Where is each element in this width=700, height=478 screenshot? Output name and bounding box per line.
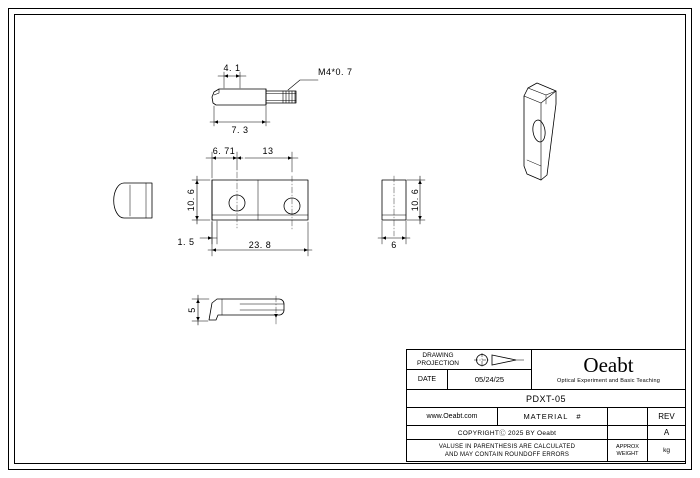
projection-symbol: [469, 350, 531, 369]
rev-value: A: [647, 426, 685, 439]
logo-mark: [583, 355, 633, 376]
drawing-label-line1: DRAWING: [422, 351, 454, 359]
title-block-top-row: [407, 350, 685, 390]
drawing-label-line2: PROJECTION: [417, 359, 459, 367]
note-line-2: AND MAY CONTAIN ROUNDOFF ERRORS: [444, 451, 570, 458]
projection-and-date-cell: [407, 350, 531, 389]
dim-thread-leader: [288, 80, 318, 90]
material-field: [497, 408, 607, 425]
material-label: MATERIAL: [523, 412, 569, 421]
company-logo: [531, 350, 685, 389]
drawing-projection-label: [407, 350, 469, 369]
part-number-row: [407, 390, 685, 408]
dim-23-8-geometry: [208, 222, 312, 256]
top-view-geometry: [212, 89, 296, 105]
dim-7-3-text: 7. 3: [231, 125, 249, 135]
dim-4-1-text: 4. 1: [223, 63, 241, 73]
date-value: 05/24/25: [447, 370, 531, 389]
dim-13-text: 13: [262, 146, 274, 156]
rev-blank-cell-2: [607, 426, 647, 439]
logo-text: Oeabt: [583, 353, 634, 377]
dim-10-6-left-text: 10. 6: [186, 188, 196, 212]
approx-line-1: APPROX: [616, 443, 639, 450]
rev-header: REV: [647, 408, 685, 425]
website-link[interactable]: www.Oeabt.com: [426, 413, 478, 420]
projection-row: [407, 350, 531, 369]
material-value: #: [576, 412, 582, 421]
dim-23-8-text: 23. 8: [248, 240, 272, 250]
dim-6-71-text: 6. 71: [212, 146, 236, 156]
approx-line-2: WEIGHT: [616, 450, 639, 457]
bottom-view-geometry: [209, 296, 284, 324]
material-row: [407, 408, 685, 426]
left-side-view-geometry: [114, 183, 152, 218]
notes-row: [407, 440, 685, 461]
weight-unit: kg: [647, 440, 685, 461]
dim-6-text: 6: [391, 240, 397, 250]
part-number: PDXT-05: [525, 393, 566, 404]
logo-subtitle: Optical Experiment and Basic Teaching: [557, 378, 660, 384]
rev-blank-cell: [607, 408, 647, 425]
copyright-text: COPYRIGHTⒸ 2025 BY Oeabt: [457, 430, 557, 437]
right-side-view-geometry: [382, 176, 406, 236]
dim-thread-text: M4*0. 7: [318, 67, 353, 77]
dim-1-5-geometry: [200, 221, 217, 244]
first-angle-projection-icon: [472, 352, 528, 368]
isometric-view-geometry: [524, 83, 556, 180]
roundoff-note: [407, 440, 607, 461]
title-block: [406, 349, 686, 462]
copyright-row: [407, 426, 685, 440]
date-row: [407, 369, 531, 389]
dim-4-1-geometry: [218, 72, 246, 88]
dim-5-text: 5: [187, 307, 197, 313]
note-line-1: VALUSE IN PARENTHESIS ARE CALCULATED: [438, 443, 576, 450]
date-label: DATE: [417, 376, 437, 384]
dim-10-6-right-text: 10. 6: [410, 188, 420, 212]
dim-1-5-text: 1. 5: [177, 237, 195, 247]
approx-weight-label: [607, 440, 647, 461]
front-view-geometry: [212, 172, 308, 230]
dim-7-3-geometry: [210, 106, 270, 126]
